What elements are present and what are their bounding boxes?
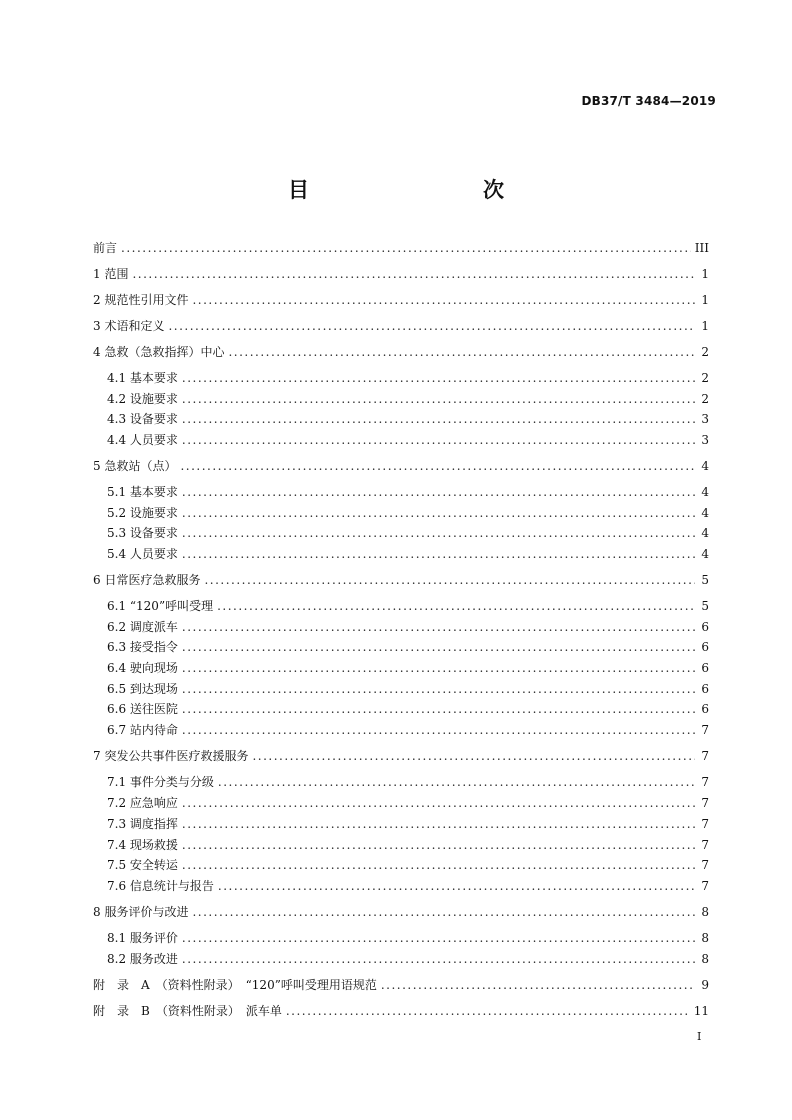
dot-leader (182, 930, 695, 946)
toc-entry-page: 7 (701, 858, 709, 872)
toc-entry-label: 7.4 现场救援 (107, 838, 178, 852)
dot-leader (182, 391, 695, 407)
toc-subentry[interactable] (107, 505, 709, 521)
toc-subentry[interactable] (107, 525, 709, 541)
toc-entry-label: 6.5 到达现场 (107, 682, 178, 696)
toc-entry-page: 4 (701, 485, 709, 499)
toc-entry-page: 7 (701, 879, 709, 893)
toc-entry-page: 1 (701, 267, 709, 281)
toc-entry-page: 3 (701, 433, 709, 447)
toc-entry-page: 6 (701, 620, 709, 634)
toc-entry-page: 7 (701, 775, 709, 789)
toc-entry-label: 6.2 调度派车 (107, 620, 178, 634)
toc-entry-label: 6.4 驶向现场 (107, 661, 178, 675)
dot-leader (286, 1003, 690, 1019)
dot-leader (192, 904, 695, 920)
toc-entry-page: 6 (701, 702, 709, 716)
toc-entry-label: 4.4 人员要求 (107, 433, 178, 447)
toc-subentry[interactable] (107, 878, 709, 894)
dot-leader (182, 660, 695, 676)
toc-entry-label: 7.6 信息统计与报告 (107, 879, 214, 893)
toc-entry-label: 6.6 送往医院 (107, 702, 178, 716)
toc-entry-appendix-a[interactable] (93, 977, 709, 993)
toc-subentry[interactable] (107, 930, 709, 946)
toc-subentry[interactable] (107, 619, 709, 635)
dot-leader (182, 951, 695, 967)
dot-leader (182, 639, 695, 655)
page-title: 目 次 (288, 178, 548, 202)
dot-leader (182, 837, 695, 853)
toc-entry[interactable] (93, 748, 709, 764)
table-of-contents (93, 0, 709, 1120)
toc-subentry[interactable] (107, 546, 709, 562)
dot-leader (182, 370, 695, 386)
toc-entry[interactable] (93, 266, 709, 282)
toc-entry-label: 8 服务评价与改进 (93, 905, 189, 919)
toc-entry-label: 2 规范性引用文件 (93, 293, 189, 307)
toc-entry-label: 4.2 设施要求 (107, 392, 178, 406)
toc-entry-label: 6.1 “120”呼叫受理 (107, 599, 214, 613)
toc-subentry[interactable] (107, 774, 709, 790)
toc-subentry[interactable] (107, 701, 709, 717)
toc-subentry[interactable] (107, 391, 709, 407)
dot-leader (218, 774, 695, 790)
dot-leader (252, 748, 695, 764)
toc-entry-label: 附 录 B （资料性附录） 派车单 (93, 1004, 282, 1018)
toc-subentry[interactable] (107, 370, 709, 386)
toc-entry-page: 5 (701, 573, 709, 587)
dot-leader (182, 546, 695, 562)
toc-entry-page: III (694, 241, 709, 255)
toc-entry-label: 5.1 基本要求 (107, 485, 178, 499)
toc-entry-label: 7 突发公共事件医疗救援服务 (93, 749, 249, 763)
toc-entry[interactable] (93, 240, 709, 256)
toc-entry-label: 8.1 服务评价 (107, 931, 178, 945)
toc-entry[interactable] (93, 904, 709, 920)
toc-entry-label: 3 术语和定义 (93, 319, 165, 333)
dot-leader (192, 292, 695, 308)
toc-entry-page: 2 (701, 392, 709, 406)
toc-subentry[interactable] (107, 837, 709, 853)
dot-leader (182, 619, 695, 635)
dot-leader (182, 722, 695, 738)
toc-entry-label: 附 录 A （资料性附录） “120”呼叫受理用语规范 (93, 978, 377, 992)
toc-entry-page: 4 (701, 526, 709, 540)
dot-leader (381, 977, 695, 993)
toc-entry-label: 7.2 应急响应 (107, 796, 178, 810)
dot-leader (204, 572, 695, 588)
toc-entry-page: 9 (701, 978, 709, 992)
toc-entry-page: 8 (701, 931, 709, 945)
toc-entry-page: 7 (701, 796, 709, 810)
toc-entry-label: 4.3 设备要求 (107, 412, 178, 426)
toc-entry-label: 5.2 设施要求 (107, 506, 178, 520)
toc-subentry[interactable] (107, 722, 709, 738)
toc-entry-page: 4 (701, 506, 709, 520)
toc-entry[interactable] (93, 344, 709, 360)
toc-subentry[interactable] (107, 484, 709, 500)
page-number: I (697, 1030, 702, 1043)
toc-entry-label: 6.7 站内待命 (107, 723, 178, 737)
toc-subentry[interactable] (107, 795, 709, 811)
dot-leader (182, 432, 695, 448)
toc-entry-label: 5 急救站（点） (93, 459, 177, 473)
toc-entry-page: 3 (701, 412, 709, 426)
toc-entry-page: 11 (693, 1004, 709, 1018)
dot-leader (132, 266, 695, 282)
dot-leader (182, 816, 695, 832)
toc-entry-page: 7 (701, 749, 709, 763)
toc-entry-page: 6 (701, 682, 709, 696)
toc-entry-page: 2 (701, 345, 709, 359)
dot-leader (121, 240, 691, 256)
dot-leader (182, 681, 695, 697)
toc-entry-page: 7 (701, 723, 709, 737)
dot-leader (168, 318, 695, 334)
toc-subentry[interactable] (107, 816, 709, 832)
toc-entry-label: 8.2 服务改进 (107, 952, 178, 966)
toc-entry-page: 7 (701, 838, 709, 852)
dot-leader (217, 598, 695, 614)
dot-leader (182, 525, 695, 541)
toc-entry-page: 8 (701, 952, 709, 966)
toc-entry-label: 7.3 调度指挥 (107, 817, 178, 831)
dot-leader (180, 458, 695, 474)
toc-entry-label: 1 范围 (93, 267, 129, 281)
toc-entry-label: 6 日常医疗急救服务 (93, 573, 201, 587)
toc-entry[interactable] (93, 318, 709, 334)
toc-subentry[interactable] (107, 681, 709, 697)
toc-entry-page: 2 (701, 371, 709, 385)
dot-leader (182, 857, 695, 873)
toc-entry[interactable] (93, 292, 709, 308)
toc-entry-page: 1 (701, 293, 709, 307)
toc-entry-label: 5.3 设备要求 (107, 526, 178, 540)
toc-entry-page: 6 (701, 661, 709, 675)
dot-leader (182, 795, 695, 811)
dot-leader (182, 411, 695, 427)
toc-entry-label: 4 急救（急救指挥）中心 (93, 345, 225, 359)
toc-entry-label: 4.1 基本要求 (107, 371, 178, 385)
dot-leader (218, 878, 695, 894)
toc-entry-label: 7.5 安全转运 (107, 858, 178, 872)
toc-entry-page: 5 (701, 599, 709, 613)
dot-leader (182, 505, 695, 521)
toc-entry[interactable] (93, 458, 709, 474)
toc-entry-page: 4 (701, 459, 709, 473)
toc-entry-label: 5.4 人员要求 (107, 547, 178, 561)
toc-entry-appendix-b[interactable] (93, 1003, 709, 1019)
toc-entry-label: 前言 (93, 241, 118, 255)
dot-leader (228, 344, 695, 360)
toc-subentry[interactable] (107, 432, 709, 448)
toc-subentry[interactable] (107, 857, 709, 873)
dot-leader (182, 484, 695, 500)
dot-leader (182, 701, 695, 717)
toc-entry-label: 6.3 接受指令 (107, 640, 178, 654)
toc-entry-page: 7 (701, 817, 709, 831)
toc-subentry[interactable] (107, 639, 709, 655)
toc-subentry[interactable] (107, 598, 709, 614)
toc-entry-label: 7.1 事件分类与分级 (107, 775, 214, 789)
toc-subentry[interactable] (107, 660, 709, 676)
toc-entry[interactable] (93, 572, 709, 588)
toc-entry-page: 1 (701, 319, 709, 333)
toc-subentry[interactable] (107, 951, 709, 967)
toc-entry-page: 6 (701, 640, 709, 654)
toc-entry-page: 8 (701, 905, 709, 919)
toc-entry-page: 4 (701, 547, 709, 561)
toc-subentry[interactable] (107, 411, 709, 427)
standard-id: DB37/T 3484—2019 (581, 94, 716, 108)
